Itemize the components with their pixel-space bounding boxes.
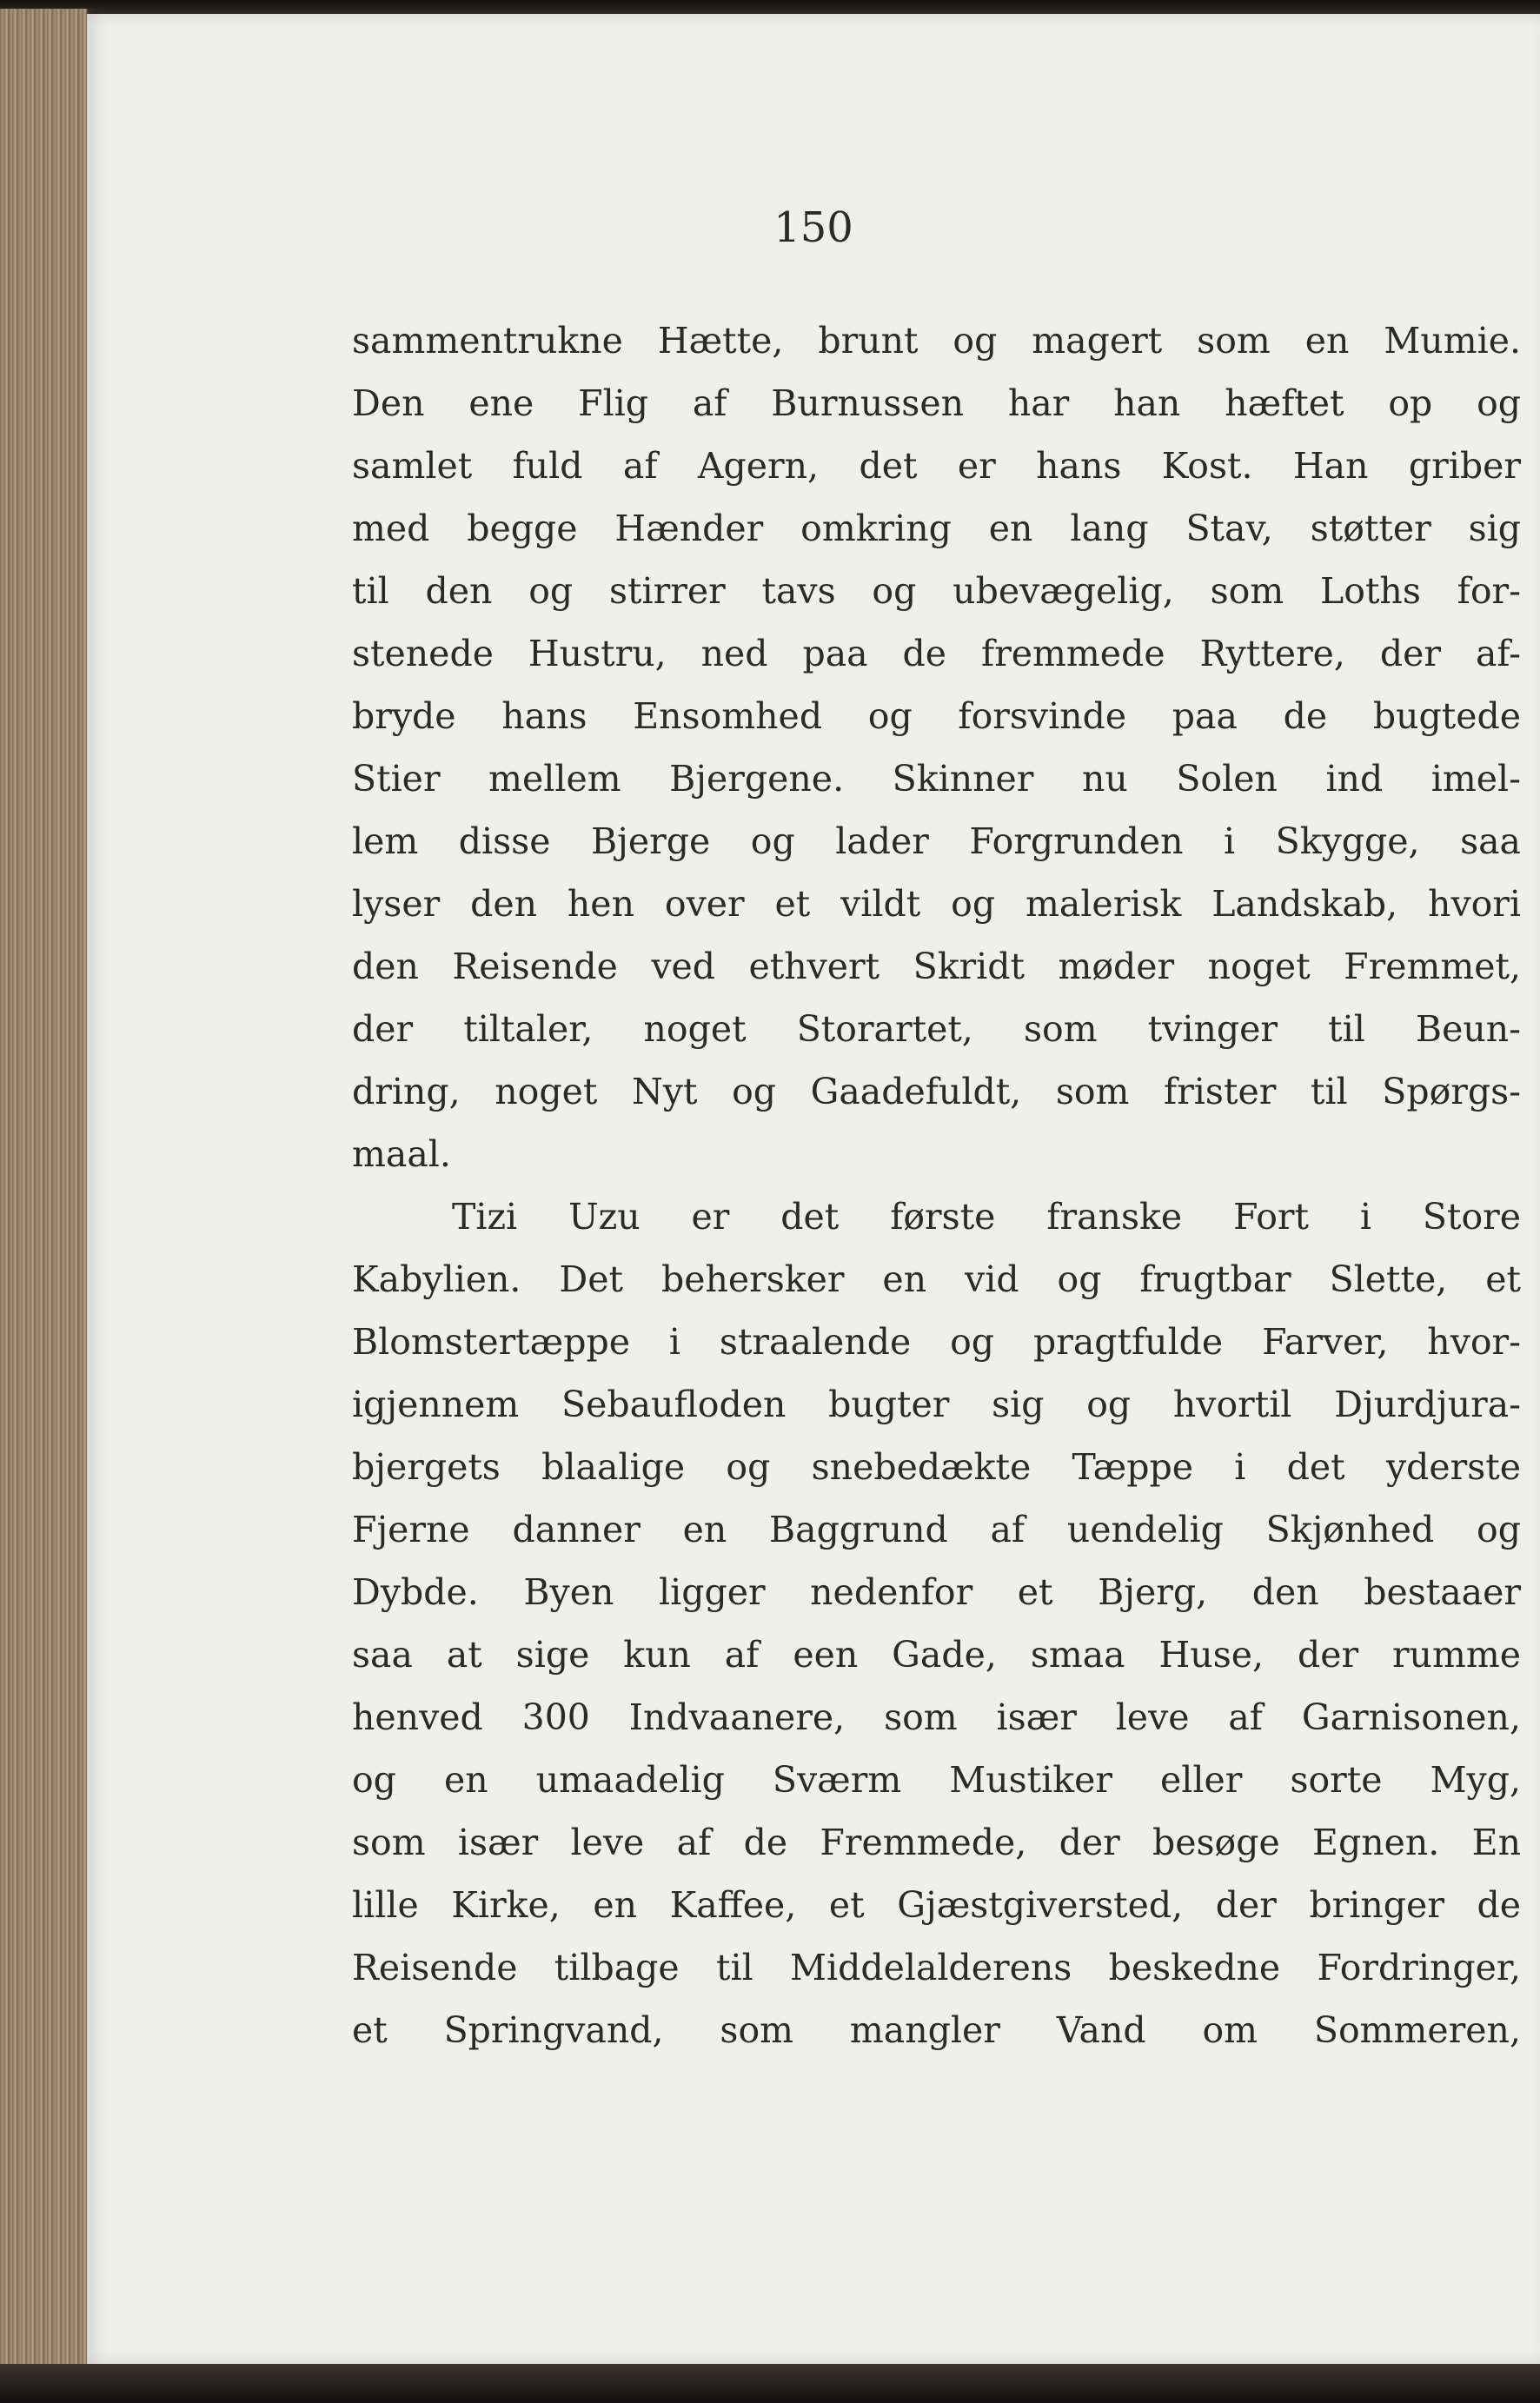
text-line: bjergets blaalige og snebedækte Tæppe i det yderste <box>352 1446 1521 1488</box>
text-line: Stier mellem Bjergene. Skinner nu Solen ind imel- <box>352 758 1521 800</box>
body-text <box>352 309 1521 2061</box>
text-line: maal. <box>352 1133 451 1175</box>
text-line: henved 300 Indvaanere, som især leve af Garnisonen, <box>352 1696 1521 1738</box>
book-page-edges <box>0 9 89 2364</box>
text-line: som især leve af de Fremmede, der besøge Egnen. En <box>352 1822 1521 1863</box>
text-line: og en umaadelig Sværm Mustiker eller sorte Myg, <box>352 1759 1521 1801</box>
text-line: bryde hans Ensomhed og forsvinde paa de bugtede <box>352 695 1521 737</box>
page-number: 150 <box>773 203 853 252</box>
text-line: sammentrukne Hætte, brunt og magert som en Mumie. <box>352 320 1521 362</box>
text-line: samlet fuld af Agern, det er hans Kost. Han griber <box>352 445 1521 487</box>
text-line: Kabylien. Det behersker en vid og frugtbar Slette, et <box>352 1258 1521 1300</box>
text-line: lyser den hen over et vildt og malerisk Landskab, hvori <box>352 883 1521 925</box>
text-line: Fjerne danner en Baggrund af uendelig Skjønhed og <box>352 1509 1521 1550</box>
text-line: lille Kirke, en Kaffee, et Gjæstgiversted, der bringer de <box>352 1884 1521 1926</box>
text-line: stenede Hustru, ned paa de fremmede Ryttere, der af- <box>352 633 1521 674</box>
text-line: Dybde. Byen ligger nedenfor et Bjerg, den bestaaer <box>352 1571 1521 1613</box>
text-line: igjennem Sebaufloden bugter sig og hvortil Djurdjura- <box>352 1384 1521 1425</box>
text-line: dring, noget Nyt og Gaadefuldt, som frister til Spørgs- <box>352 1071 1521 1112</box>
scan-bottom-edge <box>0 2364 1540 2403</box>
text-line: saa at sige kun af een Gade, smaa Huse, der rumme <box>352 1634 1521 1676</box>
text-line: Reisende tilbage til Middelalderens beskedne Fordringer, <box>352 1947 1521 1988</box>
paragraph-start-line: Tizi Uzu er det første franske Fort i Store <box>452 1196 1521 1238</box>
text-line: der tiltaler, noget Storartet, som tvinger til Beun- <box>352 1008 1521 1050</box>
text-line: et Springvand, som mangler Vand om Sommeren, <box>352 2009 1521 2051</box>
text-line: den Reisende ved ethvert Skridt møder noget Fremmet, <box>352 946 1521 987</box>
text-line: Blomstertæppe i straalende og pragtfulde Farver, hvor- <box>352 1321 1521 1363</box>
text-line: lem disse Bjerge og lader Forgrunden i Skygge, saa <box>352 820 1521 862</box>
text-line: til den og stirrer tavs og ubevægelig, som Loths for- <box>352 570 1521 612</box>
book-page <box>87 14 1540 2364</box>
text-line: Den ene Flig af Burnussen har han hæftet op og <box>352 382 1521 424</box>
text-line: med begge Hænder omkring en lang Stav, støtter sig <box>352 508 1521 549</box>
